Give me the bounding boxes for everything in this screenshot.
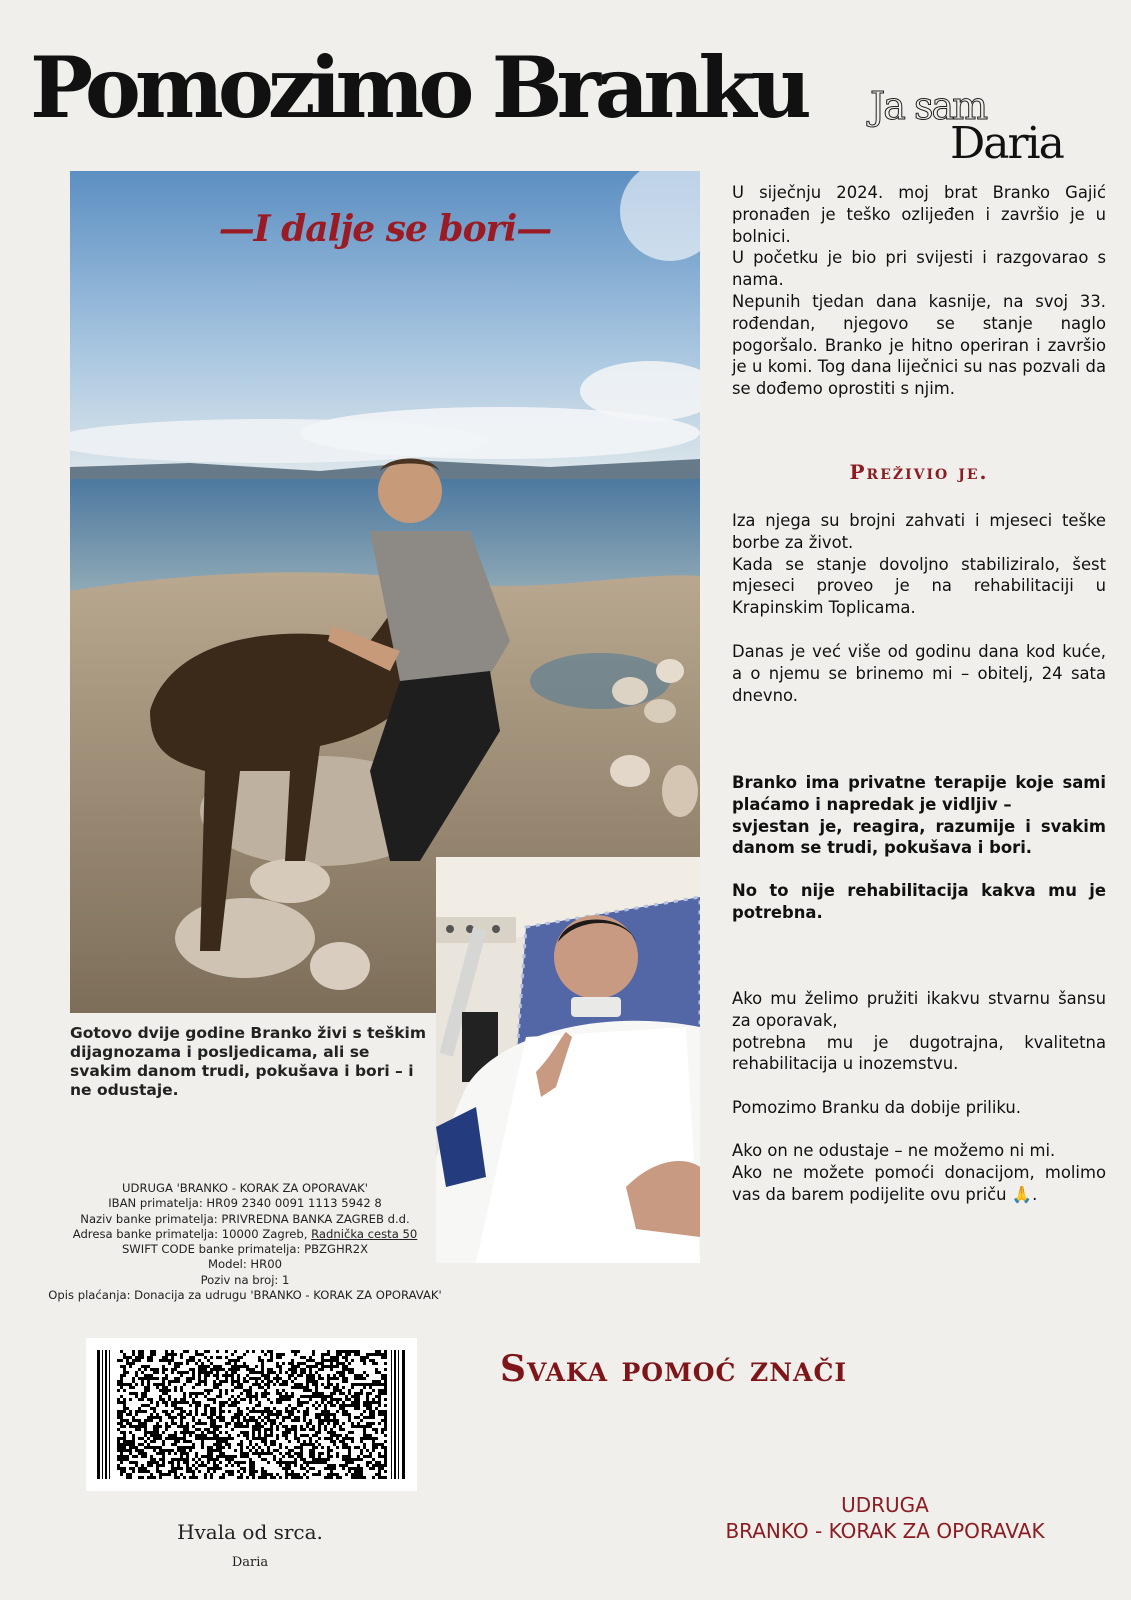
bank-address-prefix: Adresa banke primatelja: 10000 Zagreb, — [72, 1226, 312, 1241]
bank-recipient: UDRUGA 'BRANKO - KORAK ZA OPORAVAK' — [122, 1181, 368, 1195]
hospital-photo — [436, 857, 700, 1263]
bank-iban: IBAN primatelja: HR09 2340 0091 1113 5942 8 — [108, 1196, 382, 1211]
bank-swift: SWIFT CODE banke primatelja: PBZGHR2X — [121, 1242, 369, 1257]
bank-reference: Poziv na broj: 1 — [200, 1272, 290, 1287]
thanks-note: Hvala od srca. — [177, 1520, 323, 1544]
photo-caption: —I dalje se bori— — [218, 208, 552, 250]
story-paragraph-2 — [732, 510, 1106, 619]
barcode-icon — [97, 1350, 406, 1479]
bank-address — [20, 1227, 470, 1242]
slogan: Svaka pomoć znači — [500, 1348, 848, 1390]
story-text: U siječnju 2024. moj brat Branko Gajić pronađen je teško ozlijeđen i završio je u bolnici. — [732, 183, 1106, 246]
intro-name: Daria — [950, 118, 1063, 169]
bank-info — [20, 1181, 470, 1303]
story-text: Kada se stanje dovoljno stabiliziralo, šest mjeseci proveo je na rehabilitaciji u Krapinskim Toplicama. — [732, 554, 1106, 618]
page-title: Pomozimo Branku — [30, 38, 806, 137]
intro-prefix: Ja sam — [870, 84, 987, 128]
story-paragraph-8 — [732, 1140, 1106, 1205]
org-label: UDRUGA — [841, 1493, 929, 1517]
survived-heading: Preživio je. — [849, 460, 989, 484]
story-text: Iza njega su brojni zahvati i mjeseci teške borbe za život. — [732, 511, 1106, 552]
signoff-name: Daria — [231, 1555, 269, 1570]
story-paragraph-3 — [732, 641, 1106, 706]
bank-description: Opis plaćanja: Donacija za udrugu 'BRANKO - KORAK ZA OPORAVAK' — [48, 1288, 442, 1303]
story-text: potrebna mu je dugotrajna, kvalitetna rehabilitacija u inozemstvu. — [732, 1032, 1106, 1074]
story-text: Branko ima privatne terapije koje sami plaćamo i napredak je vidljiv – — [732, 773, 1106, 814]
story-text: Ako mu želimo pružiti ikakvu stvarnu šansu za oporavak, — [732, 989, 1106, 1030]
left-caption: Gotovo dvije godine Branko živi s teškim dijagnozama i posljedicama, ali se svakim danom trudi, pokušava i bori – i ne odustaje. — [70, 1024, 426, 1099]
story-text: Ako ne možete pomoći donacijom, molimo vas da barem podijelite ovu priču 🙏. — [732, 1162, 1106, 1204]
org-name: BRANKO - KORAK ZA OPORAVAK — [725, 1519, 1045, 1543]
story-paragraph-5 — [732, 880, 1106, 924]
story-text: Pomozimo Branku da dobije priliku. — [732, 1098, 1021, 1117]
hospital-photo-illustration — [436, 857, 700, 1263]
story-text: Danas je već više od godinu dana kod kuće, a o njemu se brinemo mi – obitelj, 24 sata dnevno. — [732, 642, 1106, 705]
bank-name: Naziv banke primatelja: PRIVREDNA BANKA ZAGREB d.d. — [80, 1211, 410, 1226]
story-paragraph-7 — [732, 1097, 1106, 1119]
bank-address-link[interactable]: Radnička cesta 50 — [311, 1226, 418, 1241]
story-paragraph-4 — [732, 772, 1106, 859]
story-text: U početku je bio pri svijesti i razgovarao s nama. — [732, 248, 1106, 290]
story-text: Nepunih tjedan dana kasnije, na svoj 33. rođendan, njegovo se stanje naglo pogoršalo. Branko je hitno operiran i završio je u komi. Tog dana liječnici su nas pozvali da se dođemo oprostiti s njim. — [732, 291, 1106, 399]
story-text: Ako on ne odustaje – ne možemo ni mi. — [732, 1141, 1056, 1160]
story-paragraph-6 — [732, 988, 1106, 1075]
story-text: svjestan je, reagira, razumije i svakim danom se trudi, pokušava i bori. — [732, 816, 1106, 858]
story-text: No to nije rehabilitacija kakva mu je potrebna. — [732, 881, 1106, 922]
bank-model: Model: HR00 — [208, 1257, 282, 1272]
story-paragraph-1 — [732, 182, 1106, 400]
payment-barcode — [86, 1338, 417, 1491]
